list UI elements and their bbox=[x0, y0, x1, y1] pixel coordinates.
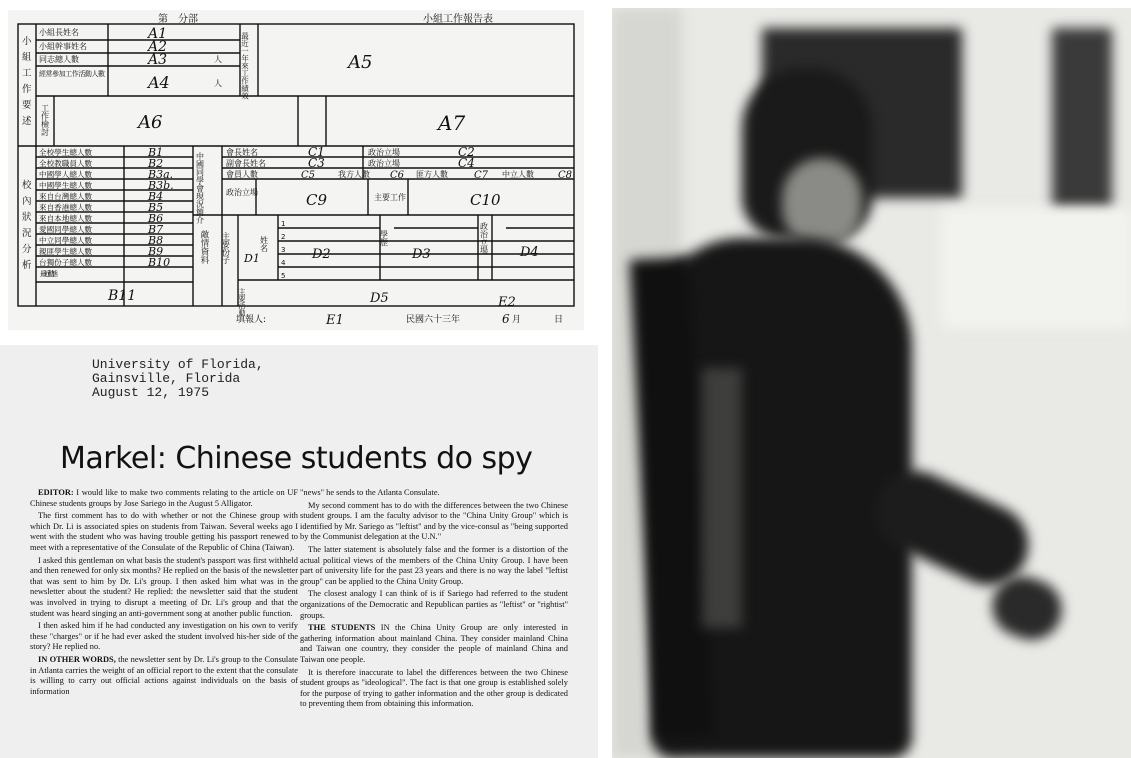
handwritten-code: B8 bbox=[148, 234, 164, 247]
row-label: 愛國同學總人數 bbox=[39, 225, 93, 234]
handwritten-code: A5 bbox=[348, 52, 373, 73]
svg-text:分: 分 bbox=[22, 244, 32, 255]
paragraph: My second comment has to do with the differences between the two Chinese student groups. I am the faculty advisor to the "China Unity Group" which is identified by Mr. Sariego as "leftist" and by the vice-consul as "being supported by the Communist delegation at the U.N." bbox=[300, 500, 568, 542]
review-label: 工作檢討 bbox=[40, 104, 50, 136]
handwritten-code: B7 bbox=[148, 223, 164, 236]
handwritten-code: B4 bbox=[148, 190, 164, 203]
handwritten-code: B1 bbox=[148, 146, 164, 159]
row-number: 5 bbox=[281, 272, 286, 280]
handwritten-code: C2 bbox=[458, 145, 475, 159]
field-label: 學歷 bbox=[379, 230, 389, 246]
svg-text:況: 況 bbox=[22, 228, 32, 239]
handwritten-code: B3a. bbox=[148, 168, 174, 181]
campus-section-label bbox=[22, 179, 32, 271]
handwritten-code: C10 bbox=[470, 191, 501, 209]
handwritten-code: B5 bbox=[148, 201, 164, 214]
handwritten-code: C8 bbox=[558, 170, 573, 181]
field-label: 政治立場 bbox=[368, 148, 400, 157]
headline: Markel: Chinese students do spy bbox=[60, 441, 533, 476]
typed-dateline-line: Gainsville, Florida bbox=[92, 371, 241, 386]
svg-text:組: 組 bbox=[22, 52, 32, 63]
date-label: 民國六十三年 bbox=[406, 315, 461, 325]
field-label: 中立人數 bbox=[502, 170, 534, 179]
typed-dateline-line: University of Florida, bbox=[92, 357, 264, 372]
row-label: 經常參加工作活動人數 bbox=[39, 70, 105, 78]
svg-text:小: 小 bbox=[22, 36, 32, 47]
handwritten-code: A6 bbox=[138, 112, 163, 133]
field-label: 會長姓名 bbox=[226, 148, 258, 157]
paragraph: It is therefore inaccurate to label the differences between the two Chinese student groups as "ideological". The fact is that one group is established solely for the purpose of trying to gather information and the other group is dedicated to preventing them from obtaining this information. bbox=[300, 667, 568, 709]
row-number: 2 bbox=[281, 233, 286, 241]
row-label: 全校教職員人數 bbox=[39, 159, 93, 168]
reporter-code: E1 bbox=[326, 313, 344, 328]
row-label: 親匪學生總人數 bbox=[39, 247, 93, 256]
reporter-label: 填報人: bbox=[236, 315, 267, 325]
field-label: 政治立場 bbox=[226, 188, 258, 197]
row-label: 小組長姓名 bbox=[39, 28, 79, 37]
report-form bbox=[8, 10, 584, 330]
photo-figure-face bbox=[782, 158, 862, 248]
handwritten-code: D2 bbox=[312, 247, 331, 262]
recent-performance-label: 最近一年來工作績效 bbox=[240, 32, 250, 100]
row-label: 中立同學總人數 bbox=[39, 236, 93, 245]
handwritten-code: B9 bbox=[148, 245, 164, 258]
field-label: 會員人數 bbox=[226, 170, 258, 179]
month-label: 月 bbox=[512, 315, 522, 325]
row-label: 最近動態 bbox=[40, 270, 58, 278]
intel-section-label: 敵情資料 bbox=[199, 230, 209, 264]
field-label: 政治立場 bbox=[479, 222, 489, 254]
handwritten-code: D3 bbox=[412, 247, 431, 262]
row-number: 3 bbox=[281, 246, 286, 254]
typed-dateline-line: August 12, 1975 bbox=[92, 385, 210, 400]
handwritten-code: C3 bbox=[308, 156, 325, 170]
svg-text:內: 內 bbox=[22, 196, 32, 207]
svg-text:狀: 狀 bbox=[22, 212, 32, 223]
article-column-1 bbox=[30, 488, 298, 699]
report-form-scan bbox=[8, 10, 584, 330]
paragraph: THE STUDENTS IN the China Unity Group are only interested in gathering information about mainland China. They consider mainland China and Taiwan one country, they consider the people of mainland China and Taiwan one people. bbox=[300, 623, 568, 664]
handwritten-code: C4 bbox=[458, 156, 475, 170]
handwritten-code: D4 bbox=[520, 245, 539, 260]
field-label: 我方人數 bbox=[338, 170, 370, 179]
handwritten-code: B11 bbox=[108, 288, 137, 304]
row-label: 同志總人數 bbox=[39, 55, 79, 64]
paragraph: The first comment has to do with whether or not the Chinese group with which Dr. Li is associated spies on students from Taiwan. Several weeks ago I went with the student who was having trouble getting his passport renewed to meet with a representative of the Consulate of the Republic of China (Taiwan). bbox=[30, 511, 298, 552]
row-label: 中國學人總人數 bbox=[39, 170, 93, 179]
paragraph: The latter statement is absolutely false and the former is a distortion of the actual political views of the members of the China Unity Group. I have been part of university life for the past 23 years and there is no way the label "leftist group" can be applied to the China Unity Group. bbox=[300, 544, 568, 586]
row-number: 4 bbox=[281, 259, 286, 267]
handwritten-code: B10 bbox=[148, 256, 171, 269]
photo-dark-frame bbox=[1052, 28, 1112, 208]
handwritten-code: B2 bbox=[148, 157, 164, 170]
row-label: 來自香港總人數 bbox=[39, 203, 93, 212]
row-number: 1 bbox=[281, 220, 286, 228]
row-label: 來自本地總人數 bbox=[39, 214, 93, 223]
field-label: 主要活動 bbox=[238, 288, 246, 316]
handwritten-code: A3 bbox=[148, 52, 168, 68]
row-label: 中國學生總人數 bbox=[39, 181, 93, 190]
row-label: 全校學生總人數 bbox=[39, 148, 93, 157]
field-label: 主要工作 bbox=[374, 193, 406, 202]
field-label: 匪方人數 bbox=[416, 170, 448, 179]
group-section-label bbox=[22, 35, 32, 127]
svg-text:述: 述 bbox=[22, 116, 32, 127]
handwritten-code: A7 bbox=[438, 111, 466, 135]
handwritten-code: B3b. bbox=[148, 179, 174, 192]
handwritten-code: A1 bbox=[148, 26, 168, 42]
day-label: 日 bbox=[554, 315, 564, 325]
form-report-title: 小組工作報告表 bbox=[423, 14, 493, 25]
newspaper-clipping bbox=[0, 345, 598, 758]
handwritten-code: B6 bbox=[148, 212, 164, 225]
form-section-header: 第 分部 bbox=[158, 14, 198, 25]
svg-text:作: 作 bbox=[22, 84, 32, 95]
association-section-label: 中國同學會現況簡介 bbox=[195, 152, 205, 224]
handwritten-code: D1 bbox=[244, 252, 260, 265]
handwritten-code: C6 bbox=[390, 170, 405, 181]
article-column-2 bbox=[300, 488, 568, 712]
svg-text:工: 工 bbox=[22, 68, 32, 79]
field-label: 主要份子 bbox=[221, 232, 231, 264]
handwritten-code: A4 bbox=[148, 73, 170, 92]
paragraph: EDITOR: I would like to make two comments relating to the article on UF Chinese students groups by Jose Sariego in the August 5 Alligator. bbox=[30, 488, 298, 508]
handwritten-code: C1 bbox=[308, 145, 325, 159]
handwritten-code: C9 bbox=[306, 191, 328, 209]
row-label: 小組幹事姓名 bbox=[39, 42, 87, 51]
handwritten-code: A2 bbox=[148, 39, 168, 55]
paragraph: I then asked him if he had conducted any investigation on his own to verify these "charges" or if he had ever asked the student involved his-her side of the story? He replied no. bbox=[30, 621, 298, 652]
svg-text:要: 要 bbox=[22, 100, 32, 111]
paragraph: I asked this gentleman on what basis the student's passport was first withheld and then renewed for only six months? He replied on the basis of the newsletter that was sent to him by Dr. Li's group. I then asked him what was in the newsletter about the student? He replied: the newsletter said that the student was involved in trying to disrupt a meeting of Dr. Li's group and that the student was heard singing an anti-government song at another public function. bbox=[30, 555, 298, 618]
svg-text:析: 析 bbox=[22, 260, 32, 271]
paragraph: "news" he sends to the Atlanta Consulate. bbox=[300, 488, 440, 497]
blurry-surveillance-photo bbox=[612, 8, 1131, 758]
month-value: 6 bbox=[502, 312, 510, 326]
row-unit: 人 bbox=[214, 79, 222, 88]
handwritten-code: C5 bbox=[301, 170, 316, 181]
row-label: 來自台灣總人數 bbox=[39, 192, 93, 201]
handwritten-code: C7 bbox=[474, 170, 489, 181]
field-label: 副會長姓名 bbox=[226, 159, 266, 168]
paragraph: IN OTHER WORDS, the newsletter sent by Dr. Li's group to the Consulate in Atlanta carries the weight of an official report to the extent that the consulate is willing to carry out official actions against individuals on the basis of information bbox=[30, 654, 298, 696]
handwritten-code: E2 bbox=[498, 295, 516, 310]
handwritten-code: D5 bbox=[370, 291, 389, 306]
row-unit: 人 bbox=[214, 55, 222, 64]
row-label: 台獨份子總人數 bbox=[39, 258, 93, 267]
svg-text:校: 校 bbox=[22, 180, 32, 191]
field-label: 政治立場 bbox=[368, 159, 400, 168]
paragraph: The closest analogy I can think of is if Sariego had referred to the student organizations of the Democratic and Republican parties as "leftist" or "rightist" groups. bbox=[300, 589, 568, 620]
field-label: 姓名 bbox=[259, 236, 269, 252]
